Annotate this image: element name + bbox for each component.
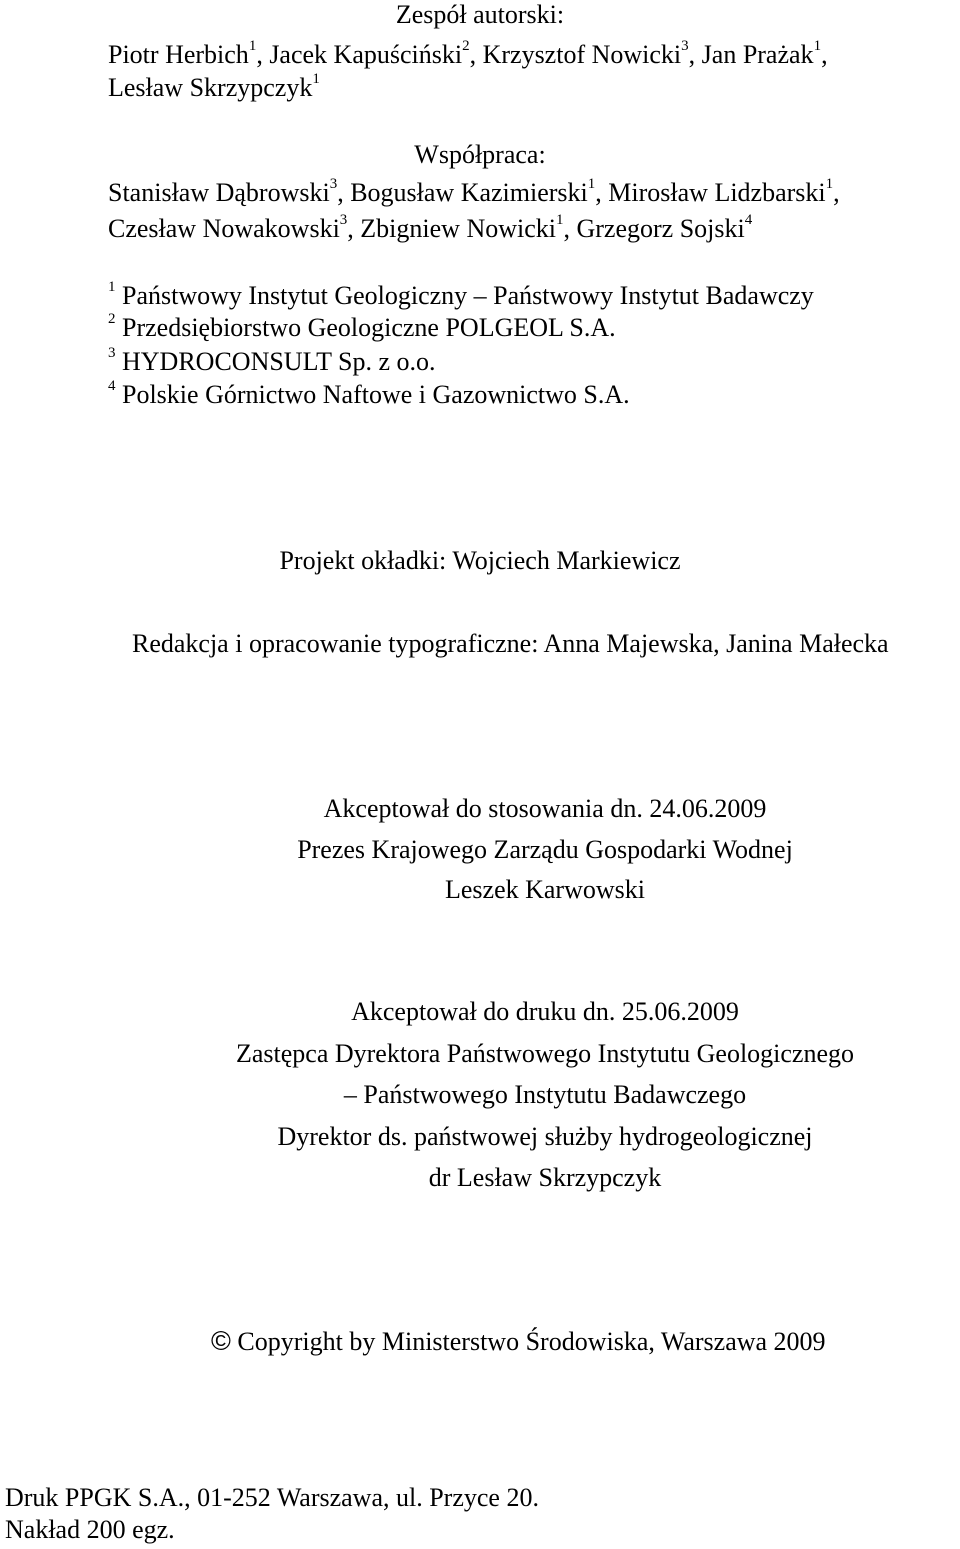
approval-print-name: dr Lesław Skrzypczyk: [428, 1163, 662, 1192]
person-name: Lesław Skrzypczyk: [108, 73, 313, 102]
affiliation-ref: 4: [744, 212, 753, 228]
affiliation-item: [108, 279, 814, 310]
separator: ,: [563, 214, 577, 243]
affiliation-ref: 1: [587, 176, 596, 192]
person-name: Jacek Kapuściński: [269, 40, 463, 69]
person-name: Piotr Herbich: [108, 40, 249, 69]
affiliation-ref: 2: [462, 38, 470, 54]
affiliation-text: Państwowy Instytut Geologiczny – Państwowy Instytut Badawczy: [122, 281, 814, 310]
affiliation-number: 1: [108, 279, 116, 295]
copyright-icon: ©: [211, 1326, 231, 1356]
person-name: Jan Prażak: [701, 40, 814, 69]
affiliation-number: 3: [108, 345, 116, 361]
person-name: Zbigniew Nowicki: [360, 214, 556, 243]
copyright-line: [211, 1328, 826, 1355]
person-name: Grzegorz Sojski: [576, 214, 745, 243]
affiliation-number: 4: [108, 378, 116, 394]
authors-heading: Zespół autorski:: [395, 0, 565, 29]
separator: ,: [833, 178, 840, 207]
person-name: Czesław Nowakowski: [108, 214, 340, 243]
affiliation-ref: 1: [813, 38, 822, 54]
affiliation-ref: 1: [312, 71, 320, 87]
approval-print-title-3: Dyrektor ds. państwowej służby hydrogeologicznej: [277, 1122, 813, 1151]
separator: ,: [821, 40, 828, 69]
separator: ,: [595, 178, 609, 207]
approval-use-title: Prezes Krajowego Zarządu Gospodarki Wodnej: [297, 835, 793, 864]
affiliation-item: [108, 378, 630, 409]
approval-print-date: Akceptował do druku dn. 25.06.2009: [351, 997, 739, 1026]
person-name: Krzysztof Nowicki: [482, 40, 682, 69]
affiliation-text: Polskie Górnictwo Naftowe i Gazownictwo S.A.: [122, 380, 630, 409]
affiliation-item: [108, 311, 616, 342]
affiliation-number: 2: [108, 311, 116, 327]
affiliation-ref: 3: [339, 212, 348, 228]
approval-print-title-2: – Państwowego Instytutu Badawczego: [343, 1080, 747, 1109]
cooperation-line-1: [108, 176, 840, 207]
editing-credit: Redakcja i opracowanie typograficzne: Anna Majewska, Janina Małecka: [132, 629, 889, 658]
separator: ,: [469, 40, 483, 69]
approval-print-title-1: Zastępca Dyrektora Państwowego Instytutu Geologicznego: [235, 1039, 855, 1068]
cooperation-line-2: [108, 212, 753, 243]
affiliation-text: HYDROCONSULT Sp. z o.o.: [122, 347, 436, 376]
authors-line-1: [108, 38, 828, 69]
cooperation-heading: Współpraca:: [414, 140, 546, 169]
separator: ,: [347, 214, 361, 243]
print-run: Nakład 200 egz.: [5, 1515, 175, 1544]
approval-use-name: Leszek Karwowski: [445, 875, 645, 904]
separator: ,: [256, 40, 270, 69]
affiliation-ref: 3: [681, 38, 689, 54]
person-name: Stanisław Dąbrowski: [108, 178, 330, 207]
person-name: Mirosław Lidzbarski: [608, 178, 826, 207]
copyright-text: Copyright by Ministerstwo Środowiska, Warszawa 2009: [237, 1327, 826, 1356]
affiliation-text: Przedsiębiorstwo Geologiczne POLGEOL S.A.: [122, 313, 616, 342]
separator: ,: [337, 178, 351, 207]
printer-info: Druk PPGK S.A., 01-252 Warszawa, ul. Przyce 20.: [5, 1483, 539, 1512]
separator: ,: [688, 40, 702, 69]
approval-use-date: Akceptował do stosowania dn. 24.06.2009: [323, 794, 767, 823]
affiliation-ref: 1: [555, 212, 564, 228]
person-name: Bogusław Kazimierski: [350, 178, 588, 207]
authors-line-2: [108, 71, 320, 102]
affiliation-item: [108, 345, 436, 376]
affiliation-ref: 1: [248, 38, 257, 54]
affiliation-ref: 1: [825, 176, 834, 192]
cover-design-credit: Projekt okładki: Wojciech Markiewicz: [279, 546, 681, 575]
affiliation-ref: 3: [329, 176, 338, 192]
